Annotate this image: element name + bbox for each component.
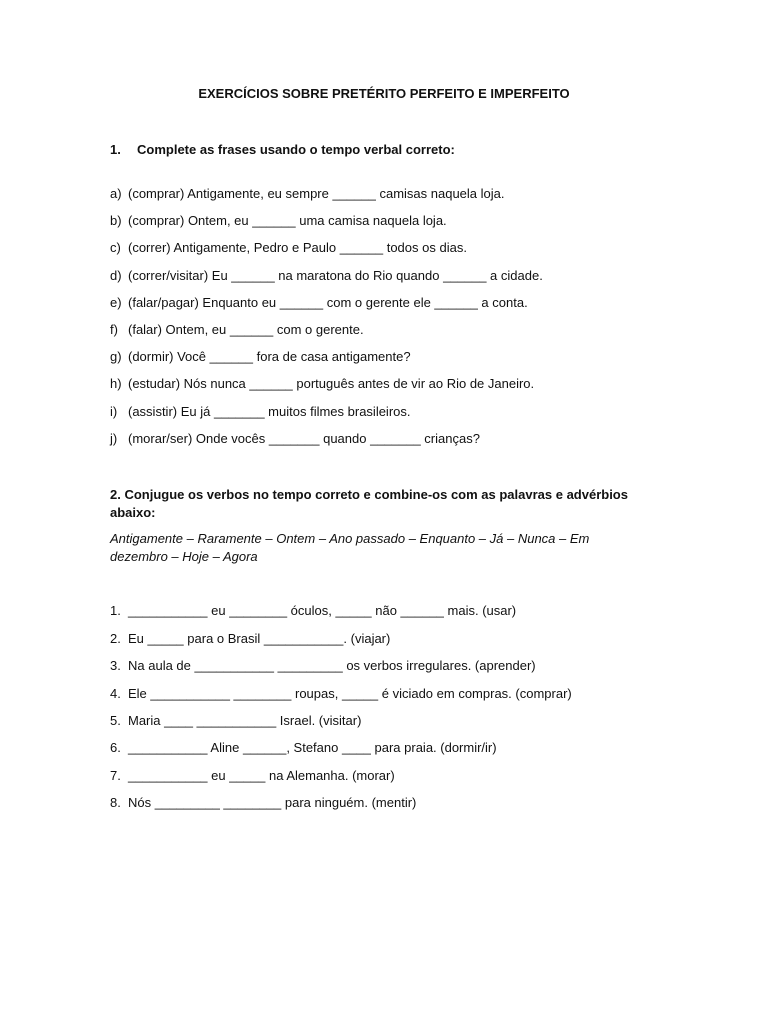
conjugation-item-1	[110, 602, 516, 620]
conjugation-item-8	[110, 794, 416, 812]
item-text: (assistir) Eu já _______ muitos filmes brasileiros.	[128, 404, 411, 419]
section1-heading-text: Complete as frases usando o tempo verbal correto:	[137, 142, 455, 157]
item-label: i)	[110, 404, 118, 419]
item-text: ___________ Aline ______, Stefano ____ para praia. (dormir/ir)	[128, 740, 497, 755]
item-text: Eu _____ para o Brasil ___________. (viajar)	[128, 631, 391, 646]
exercise-item-j	[110, 430, 480, 448]
item-text: (comprar) Antigamente, eu sempre ______ camisas naquela loja.	[128, 186, 505, 201]
item-text: ___________ eu ________ óculos, _____ não ______ mais. (usar)	[128, 603, 517, 618]
item-label: f)	[110, 322, 118, 337]
exercise-item-e	[110, 294, 528, 312]
item-label: g)	[110, 349, 122, 364]
adverb-list: Antigamente – Raramente – Ontem – Ano passado – Enquanto – Já – Nunca – Em dezembro – Hoje – Agora	[110, 531, 590, 564]
item-label: 1.	[110, 603, 121, 618]
item-text: (correr/visitar) Eu ______ na maratona do Rio quando ______ a cidade.	[128, 268, 543, 283]
item-label: b)	[110, 213, 122, 228]
item-label: 3.	[110, 658, 121, 673]
item-text: Na aula de ___________ _________ os verbos irregulares. (aprender)	[128, 658, 536, 673]
exercise-item-h	[110, 375, 534, 393]
exercise-item-b	[110, 212, 447, 230]
conjugation-item-6	[110, 739, 497, 757]
conjugation-item-4	[110, 685, 572, 703]
item-label: h)	[110, 376, 122, 391]
item-label: a)	[110, 186, 122, 201]
item-label: 5.	[110, 713, 121, 728]
exercise-item-i	[110, 403, 411, 421]
item-text: (correr) Antigamente, Pedro e Paulo ______ todos os dias.	[128, 240, 467, 255]
page-title: EXERCÍCIOS SOBRE PRETÉRITO PERFEITO E IMPERFEITO	[198, 86, 570, 101]
conjugation-item-2	[110, 630, 390, 648]
item-label: 2.	[110, 631, 121, 646]
exercise-item-d	[110, 267, 543, 285]
exercise-item-a	[110, 185, 505, 203]
section1-heading	[110, 141, 455, 159]
conjugation-item-7	[110, 767, 395, 785]
item-text: Ele ___________ ________ roupas, _____ é viciado em compras. (comprar)	[128, 686, 572, 701]
section2-heading: 2. Conjugue os verbos no tempo correto e combine-os com as palavras e advérbios abaixo:	[110, 487, 628, 520]
section1-number: 1.	[110, 142, 121, 157]
item-text: (comprar) Ontem, eu ______ uma camisa naquela loja.	[128, 213, 447, 228]
item-text: (dormir) Você ______ fora de casa antigamente?	[128, 349, 411, 364]
item-label: 4.	[110, 686, 121, 701]
item-label: 8.	[110, 795, 121, 810]
item-text: (estudar) Nós nunca ______ português antes de vir ao Rio de Janeiro.	[128, 376, 535, 391]
conjugation-item-5	[110, 712, 361, 730]
item-label: c)	[110, 240, 121, 255]
exercise-item-f	[110, 321, 364, 339]
exercise-item-g	[110, 348, 411, 366]
item-text: ___________ eu _____ na Alemanha. (morar)	[128, 768, 395, 783]
exercise-item-c	[110, 239, 467, 257]
item-label: j)	[110, 431, 118, 446]
item-text: (falar/pagar) Enquanto eu ______ com o gerente ele ______ a conta.	[128, 295, 528, 310]
item-text: (falar) Ontem, eu ______ com o gerente.	[128, 322, 364, 337]
item-label: e)	[110, 295, 122, 310]
conjugation-item-3	[110, 657, 536, 675]
item-text: (morar/ser) Onde vocês _______ quando _______ crianças?	[128, 431, 480, 446]
item-text: Maria ____ ___________ Israel. (visitar)	[128, 713, 362, 728]
item-label: 6.	[110, 740, 121, 755]
item-label: 7.	[110, 768, 121, 783]
item-text: Nós _________ ________ para ninguém. (mentir)	[128, 795, 417, 810]
item-label: d)	[110, 268, 122, 283]
